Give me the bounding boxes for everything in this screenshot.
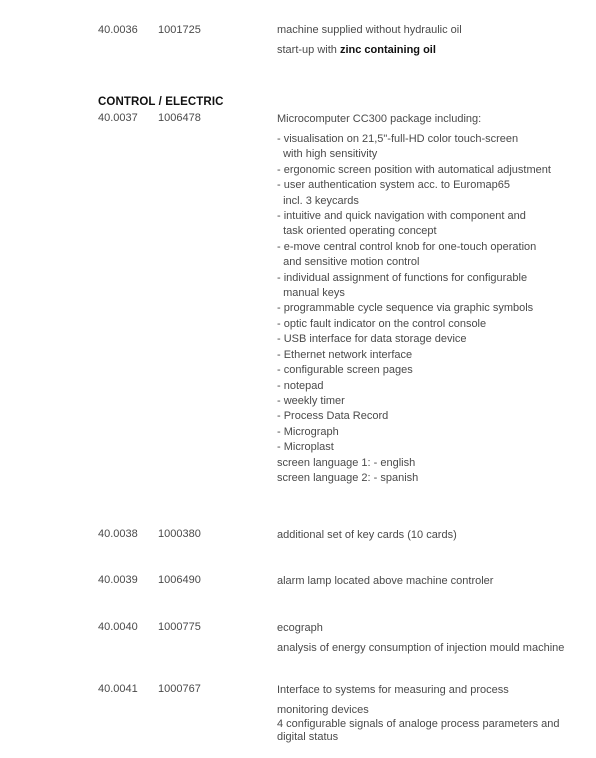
item-description: additional set of key cards (10 cards) (277, 529, 457, 541)
position-number: 40.0037 (98, 112, 138, 124)
feature-list-line: - configurable screen pages (277, 364, 413, 377)
feature-list-line: - e-move central control knob for one-touch operation (277, 240, 537, 253)
feature-list-line: task oriented operating concept (277, 225, 437, 238)
feature-list-line: - Process Data Record (277, 410, 389, 423)
item-description: ecograph (277, 622, 323, 634)
feature-list-line: manual keys (277, 287, 345, 300)
feature-list-line: and sensitive motion control (277, 256, 420, 269)
item-description-extra: analysis of energy consumption of injection mould machine (277, 642, 565, 654)
position-number: 40.0038 (98, 528, 138, 540)
feature-list-line: - optic fault indicator on the control console (277, 317, 487, 330)
feature-list-line: screen language 2: - spanish (277, 471, 419, 484)
article-number: 1000775 (158, 621, 201, 633)
article-number: 1001725 (158, 24, 201, 36)
feature-list (277, 132, 577, 486)
article-number: 1000767 (158, 683, 201, 695)
description-prefix: start-up with (277, 44, 340, 56)
feature-list-line: - notepad (277, 379, 324, 392)
feature-list-line: - weekly timer (277, 394, 345, 407)
feature-list-line: - USB interface for data storage device (277, 333, 467, 346)
section-heading: CONTROL / ELECTRIC (98, 96, 224, 108)
feature-list-line: - Ethernet network interface (277, 348, 413, 361)
feature-list-line: incl. 3 keycards (277, 194, 359, 207)
feature-list-line: with high sensitivity (277, 148, 378, 161)
package-title: Microcomputer CC300 package including: (277, 113, 482, 125)
item-description-extra: monitoring devices (277, 704, 369, 716)
item-description-extra (277, 43, 577, 58)
feature-list-line: - intuitive and quick navigation with component and (277, 210, 526, 223)
feature-list-line: - visualisation on 21,5"-full-HD color touch-screen (277, 133, 519, 145)
position-number: 40.0041 (98, 683, 138, 695)
feature-list-line: - Microplast (277, 441, 334, 454)
item-description: machine supplied without hydraulic oil (277, 24, 462, 36)
position-number: 40.0040 (98, 621, 138, 633)
position-number: 40.0039 (98, 574, 138, 586)
item-description-extra: 4 configurable signals of analoge process parameters and digital status (277, 718, 560, 743)
article-number: 1000380 (158, 528, 201, 540)
item-description: Interface to systems for measuring and process (277, 684, 509, 696)
position-number: 40.0036 (98, 24, 138, 36)
item-description: alarm lamp located above machine controler (277, 575, 494, 587)
feature-list-line: - Micrograph (277, 425, 339, 438)
feature-list-line: - programmable cycle sequence via graphic symbols (277, 302, 534, 315)
feature-list-line: - ergonomic screen position with automatical adjustment (277, 163, 551, 176)
feature-list-line: screen language 1: - english (277, 456, 416, 469)
article-number: 1006490 (158, 574, 201, 586)
feature-list-line: - individual assignment of functions for configurable (277, 271, 528, 284)
article-number: 1006478 (158, 112, 201, 124)
feature-list-line: - user authentication system acc. to Euromap65 (277, 179, 510, 192)
description-bold: zinc containing oil (339, 44, 436, 56)
